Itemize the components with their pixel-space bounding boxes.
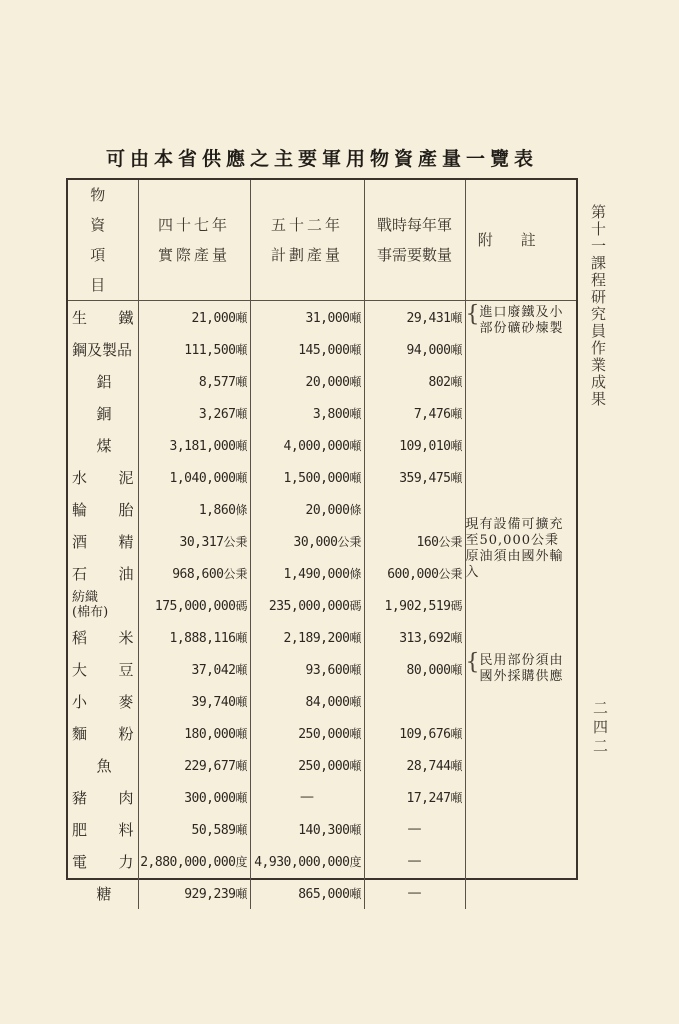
row-value-col1 [138, 653, 250, 685]
row-item-first: 電 [72, 852, 88, 871]
value: 7,476 [413, 406, 451, 422]
value: 1,860 [198, 502, 236, 518]
table-row [68, 301, 576, 334]
brace-icon: { [465, 650, 481, 675]
unit: 噸 [450, 758, 463, 773]
row-item [68, 653, 138, 685]
value: 160 [416, 534, 439, 550]
row-value-col2 [250, 557, 364, 589]
unit: 噸 [349, 822, 362, 837]
value: 600,000 [387, 566, 439, 582]
header-item-bottom: 項 目 [90, 246, 141, 294]
row-value-col2 [250, 333, 364, 365]
header-col2-bottom: 計劃產量 [270, 246, 343, 264]
value: 250,000 [298, 726, 350, 742]
row-note [465, 589, 576, 621]
unit: 噸 [235, 694, 248, 709]
unit: 噸 [235, 374, 248, 389]
value: 313,692 [399, 630, 451, 646]
row-item [68, 685, 138, 717]
header-col3-bottom: 事需要數量 [376, 246, 452, 264]
row-value-col3 [364, 717, 465, 749]
row-item-second: 精 [118, 532, 134, 551]
row-value-col2 [250, 397, 364, 429]
row-item [68, 429, 138, 461]
unit: 碼 [235, 598, 248, 613]
table-row [68, 781, 576, 813]
unit: 噸 [349, 630, 362, 645]
value: 3,267 [198, 406, 236, 422]
row-note [465, 365, 576, 397]
value: 229,677 [184, 758, 236, 774]
row-note [465, 333, 576, 365]
unit: 噸 [235, 886, 248, 901]
row-value-col1 [138, 845, 250, 877]
row-value-col2 [250, 781, 364, 813]
value: 1,490,000 [283, 566, 350, 582]
value: 39,740 [191, 694, 236, 710]
row-item-first: 稻 [72, 628, 88, 647]
row-item [68, 301, 138, 334]
unit: 度 [235, 854, 248, 869]
row-item [68, 845, 138, 877]
row-item [68, 877, 138, 909]
value: 3,800 [312, 406, 350, 422]
value: 80,000 [406, 662, 451, 678]
unit: 噸 [235, 630, 248, 645]
row-item-second: 豆 [118, 660, 134, 679]
unit: 噸 [235, 342, 248, 357]
value: 111,500 [184, 342, 236, 358]
header-col3 [364, 180, 465, 301]
unit: 碼 [349, 598, 362, 613]
unit: 噸 [450, 630, 463, 645]
unit: 條 [349, 566, 362, 581]
table-row [68, 365, 576, 397]
unit: 噸 [349, 438, 362, 453]
unit: 公秉 [438, 566, 463, 581]
note-line: 部份礦砂煉製 [479, 321, 564, 336]
row-note [465, 461, 576, 493]
value: 2,189,200 [283, 630, 350, 646]
note-line: 民用部份須由 [479, 653, 564, 668]
row-value-col1 [138, 461, 250, 493]
value: 968,600 [172, 566, 224, 582]
row-note [465, 650, 576, 685]
table-row [68, 877, 576, 909]
unit: 噸 [235, 310, 248, 325]
row-item-second: (棉布) [72, 605, 109, 620]
row-note [465, 685, 576, 717]
unit: 噸 [235, 822, 248, 837]
unit: 噸 [349, 470, 362, 485]
row-value-col1 [138, 333, 250, 365]
row-value-col1 [138, 685, 250, 717]
note-line: 原油須由國外輸 [465, 549, 564, 564]
row-value-col1 [138, 525, 250, 557]
value: 2,880,000,000 [140, 854, 236, 870]
note-line: 入 [465, 565, 480, 580]
row-item-first: 小 [72, 692, 88, 711]
value: 17,247 [406, 790, 451, 806]
row-value-col3 [364, 493, 465, 525]
value: 109,010 [399, 438, 451, 454]
row-item [68, 365, 138, 397]
row-note [465, 781, 576, 813]
value: — [407, 885, 422, 901]
table-row [68, 333, 576, 365]
row-value-col1 [138, 781, 250, 813]
table-row [68, 397, 576, 429]
row-item-second: 銅 [96, 404, 112, 423]
unit: 噸 [235, 662, 248, 677]
table-row [68, 461, 576, 493]
row-value-col2 [250, 621, 364, 653]
value: 21,000 [191, 310, 236, 326]
unit: 噸 [450, 790, 463, 805]
row-item-second: 魚 [96, 756, 112, 775]
row-value-col1 [138, 557, 250, 589]
table-row [68, 749, 576, 781]
table-row [68, 845, 576, 877]
table-row [68, 589, 576, 621]
row-value-col2 [250, 461, 364, 493]
row-item-first: 水 [72, 468, 88, 487]
unit: 噸 [450, 374, 463, 389]
row-value-col2 [250, 365, 364, 397]
unit: 噸 [450, 662, 463, 677]
row-item-second: 力 [118, 852, 134, 871]
row-value-col2 [250, 493, 364, 525]
brace-icon: { [465, 302, 481, 327]
row-item-first: 輪 [72, 500, 88, 519]
value: 145,000 [298, 342, 350, 358]
header-item [68, 180, 141, 301]
unit: 噸 [450, 726, 463, 741]
row-value-col2 [250, 877, 364, 909]
row-note [465, 813, 576, 845]
row-item-second: 米 [118, 628, 134, 647]
row-value-col3 [364, 781, 465, 813]
row-item [68, 621, 138, 653]
table-row [68, 429, 576, 461]
unit: 條 [235, 502, 248, 517]
value: 30,317 [179, 534, 224, 550]
row-value-col1 [138, 717, 250, 749]
value: 31,000 [305, 310, 350, 326]
row-item [68, 397, 138, 429]
row-value-col1 [138, 301, 250, 334]
value: 300,000 [184, 790, 236, 806]
table-row [68, 557, 576, 589]
unit: 噸 [235, 790, 248, 805]
header-col1-top: 四十七年 [157, 216, 230, 234]
unit: 公秉 [438, 534, 463, 549]
value: 4,000,000 [283, 438, 350, 454]
value: 30,000 [293, 534, 338, 550]
row-value-col3 [364, 461, 465, 493]
unit: 度 [349, 854, 362, 869]
unit: 噸 [450, 310, 463, 325]
unit: 噸 [235, 726, 248, 741]
value: 175,000,000 [154, 598, 236, 614]
row-value-col1 [138, 397, 250, 429]
row-item-second: 料 [118, 820, 134, 839]
row-item-first: 石 [72, 564, 88, 583]
row-value-col1 [138, 429, 250, 461]
note-line: 至50,000公秉 [465, 533, 559, 548]
unit: 噸 [450, 406, 463, 421]
row-value-col3 [364, 685, 465, 717]
row-item-first: 鋼及製品 [72, 340, 133, 359]
row-value-col2 [250, 429, 364, 461]
row-note [465, 557, 576, 589]
row-item-first: 肥 [72, 820, 88, 839]
row-item-second: 糖 [96, 884, 112, 903]
row-item [68, 717, 138, 749]
value: 359,475 [399, 470, 451, 486]
table-row [68, 717, 576, 749]
value: 802 [428, 374, 451, 390]
row-item-second: 鐵 [118, 308, 134, 327]
header-col1 [138, 180, 250, 301]
value: 28,744 [406, 758, 451, 774]
row-item-first: 麵 [72, 724, 88, 743]
row-value-col3 [364, 397, 465, 429]
row-value-col1 [138, 621, 250, 653]
row-item-second: 煤 [96, 436, 112, 455]
row-item-second: 泥 [118, 468, 134, 487]
header-note: 附註 [465, 180, 576, 301]
row-note [465, 749, 576, 781]
row-item-first: 生 [72, 308, 88, 327]
row-value-col2 [250, 685, 364, 717]
table-header-row [68, 180, 576, 301]
row-item-second: 油 [118, 564, 134, 583]
row-item [68, 493, 138, 525]
value: 3,181,000 [169, 438, 236, 454]
page-title: 可由本省供應之主要軍用物資產量一覽表 [105, 148, 538, 170]
unit: 噸 [450, 470, 463, 485]
row-value-col1 [138, 589, 250, 621]
table-row [68, 525, 576, 557]
row-value-col2 [250, 589, 364, 621]
unit: 噸 [349, 726, 362, 741]
row-note [465, 517, 576, 580]
row-value-col1 [138, 813, 250, 845]
value: 20,000 [305, 502, 350, 518]
row-note [465, 717, 576, 749]
row-note [465, 429, 576, 461]
unit: 噸 [349, 310, 362, 325]
row-item-first: 紡織 [72, 590, 99, 605]
unit: 碼 [450, 598, 463, 613]
unit: 公秉 [223, 566, 248, 581]
unit: 噸 [349, 886, 362, 901]
row-value-col3 [364, 589, 465, 621]
row-item-second: 麥 [118, 692, 134, 711]
header-col2-top: 五十二年 [270, 216, 343, 234]
row-value-col2 [250, 749, 364, 781]
value: — [407, 853, 422, 869]
value: 37,042 [191, 662, 236, 678]
value: 1,500,000 [283, 470, 350, 486]
unit: 條 [349, 502, 362, 517]
row-item [68, 813, 138, 845]
row-note [465, 621, 576, 653]
value: 1,040,000 [169, 470, 236, 486]
value: 93,600 [305, 662, 350, 678]
value: 8,577 [198, 374, 236, 390]
value: 94,000 [406, 342, 451, 358]
row-value-col3 [364, 301, 465, 334]
header-item-top: 物 資 [90, 186, 141, 234]
value: 865,000 [298, 886, 350, 902]
unit: 噸 [235, 758, 248, 773]
unit: 噸 [235, 406, 248, 421]
value: 109,676 [399, 726, 451, 742]
unit: 噸 [235, 470, 248, 485]
header-col1-bottom: 實際產量 [157, 246, 230, 264]
value: 84,000 [305, 694, 350, 710]
unit: 噸 [349, 662, 362, 677]
row-note [465, 845, 576, 877]
unit: 噸 [450, 438, 463, 453]
note-line: 進口廢鐵及小 [479, 305, 564, 320]
value: 180,000 [184, 726, 236, 742]
unit: 噸 [349, 758, 362, 773]
row-item-second: 胎 [118, 500, 134, 519]
row-value-col3 [364, 813, 465, 845]
header-col2 [250, 180, 364, 301]
row-note [465, 397, 576, 429]
row-value-col1 [138, 365, 250, 397]
row-value-col3 [364, 877, 465, 909]
row-note [465, 877, 576, 909]
note-line: 現有設備可擴充 [465, 517, 564, 532]
row-item-second: 粉 [118, 724, 134, 743]
row-value-col1 [138, 749, 250, 781]
row-item [68, 461, 138, 493]
row-item [68, 525, 138, 557]
row-item-second: 肉 [118, 788, 134, 807]
unit: 噸 [450, 342, 463, 357]
row-item-first: 酒 [72, 532, 88, 551]
table-row [68, 813, 576, 845]
row-note [465, 301, 576, 334]
row-value-col3 [364, 749, 465, 781]
data-table [66, 178, 578, 903]
value: 20,000 [305, 374, 350, 390]
row-value-col2 [250, 653, 364, 685]
side-caption: 第十一課程研究員作業成果 [589, 204, 607, 408]
value: 235,000,000 [268, 598, 350, 614]
value: 50,589 [191, 822, 236, 838]
row-item-first: 豬 [72, 788, 88, 807]
header-col3-top: 戰時每年軍 [376, 216, 452, 234]
value: 250,000 [298, 758, 350, 774]
row-value-col2 [250, 717, 364, 749]
value: — [300, 789, 314, 805]
unit: 噸 [349, 342, 362, 357]
table-row [68, 621, 576, 653]
page-number: 二四二 [591, 700, 609, 757]
unit: 噸 [349, 406, 362, 421]
row-value-col3 [364, 845, 465, 877]
row-value-col2 [250, 813, 364, 845]
unit: 噸 [349, 374, 362, 389]
row-value-col3 [364, 333, 465, 365]
row-value-col3 [364, 621, 465, 653]
value: — [407, 821, 422, 837]
row-value-col2 [250, 301, 364, 334]
row-item [68, 333, 138, 365]
value: 29,431 [406, 310, 451, 326]
row-value-col3 [364, 525, 465, 557]
row-item-second: 鋁 [96, 372, 112, 391]
unit: 噸 [349, 694, 362, 709]
value: 4,930,000,000 [254, 854, 350, 870]
value: 929,239 [184, 886, 236, 902]
row-item [68, 781, 138, 813]
row-value-col1 [138, 493, 250, 525]
row-value-col3 [364, 653, 465, 685]
row-item [68, 749, 138, 781]
note-text [465, 650, 573, 685]
table-row [68, 653, 576, 685]
row-value-col2 [250, 845, 364, 877]
unit: 噸 [235, 438, 248, 453]
row-item [68, 557, 138, 589]
note-line: 國外採購供應 [479, 669, 564, 684]
value: 140,300 [298, 822, 350, 838]
unit: 公秉 [223, 534, 248, 549]
unit: 公秉 [337, 534, 362, 549]
row-item-first: 大 [72, 660, 88, 679]
row-item [68, 589, 138, 621]
table-row [68, 685, 576, 717]
row-value-col3 [364, 429, 465, 461]
row-value-col2 [250, 525, 364, 557]
value: 1,902,519 [384, 598, 451, 614]
row-value-col1 [138, 877, 250, 909]
row-value-col3 [364, 557, 465, 589]
value: 1,888,116 [169, 630, 236, 646]
row-value-col3 [364, 365, 465, 397]
